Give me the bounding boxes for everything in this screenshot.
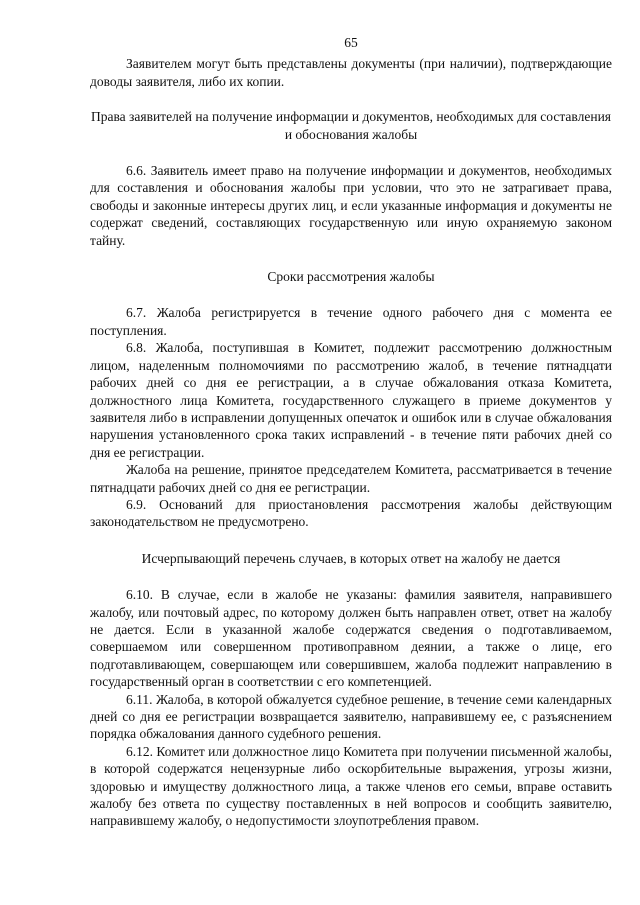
paragraph-chairman-decision: Жалоба на решение, принятое председателем Комитета, рассматривается в течение пятнадцати рабочих дней со дня ее регистрации. (90, 462, 612, 495)
paragraph-6-12: 6.12. Комитет или должностное лицо Комитета при получении письменной жалобы, в которой содержатся нецензурные либо оскорбительные выражения, угрозы жизни, здоровью и имуществу должностного лица, а также членов его семьи, вправе оставить жалобу без ответа по существу поставленных в ней вопросов и сообщить заявителю, направившему жалобу, о недопустимости злоупотребления правом. (90, 743, 612, 829)
paragraph-6-6: 6.6. Заявитель имеет право на получение информации и документов, необходимых для составления и обоснования жалобы при условии, что это не затрагивает права, свободы и законные интересы других лиц, и если указанные информация и документы не содержат сведений, составляющих государственную или иную охраняемую законом тайну. (90, 163, 612, 248)
paragraph-6-10: 6.10. В случае, если в жалобе не указаны: фамилия заявителя, направившего жалобу, или почтовый адрес, по которому должен быть направлен ответ, ответ на жалобу не дается. Если в указанной жалобе содержатся сведения о подготавливаемом, совершаемом или совершенном противоправном деянии, а также о лице, его подготавливающем, совершающем или совершившем, жалоба подлежит направлению в государственный орган в соответствии с его компетенцией. (90, 587, 612, 690)
heading-review-terms: Сроки рассмотрения жалобы (267, 269, 435, 285)
paragraph-6-9: 6.9. Оснований для приостановления рассмотрения жалобы действующим законодательством не предусмотрено. (90, 496, 612, 530)
paragraph-6-7: 6.7. Жалоба регистрируется в течение одного рабочего дня с момента ее поступления. (90, 305, 612, 338)
page-number: 65 (344, 35, 358, 50)
heading-rights-of-applicants: Права заявителей на получение информации и документов, необходимых для составления и обоснования жалобы (90, 109, 612, 142)
paragraph-6-11: 6.11. Жалоба, в которой обжалуется судебное решение, в течение семи календарных дней со дня ее регистрации возвращается заявителю, направившему ее, с разъяснением порядка обжалования данного судебного решения. (90, 691, 612, 742)
heading-no-answer-cases: Исчерпывающий перечень случаев, в которых ответ на жалобу не дается (141, 550, 561, 566)
paragraph-applicant-documents: Заявителем могут быть представлены документы (при наличии), подтверждающие доводы заявителя, либо их копии. (90, 56, 612, 89)
paragraph-6-8: 6.8. Жалоба, поступившая в Комитет, подлежит рассмотрению должностным лицом, наделенным полномочиями по рассмотрению жалоб, в течение пятнадцати рабочих дней со дня ее регистрации, а в случае обжалования отказа Комитета, должностного лица Комитета, государственного служащего в приеме документов у заявителя либо в исправлении допущенных опечаток и ошибок или в случае обжалования нарушения установленного срока таких исправлений - в течение пяти рабочих дней со дня ее регистрации. (90, 340, 612, 460)
